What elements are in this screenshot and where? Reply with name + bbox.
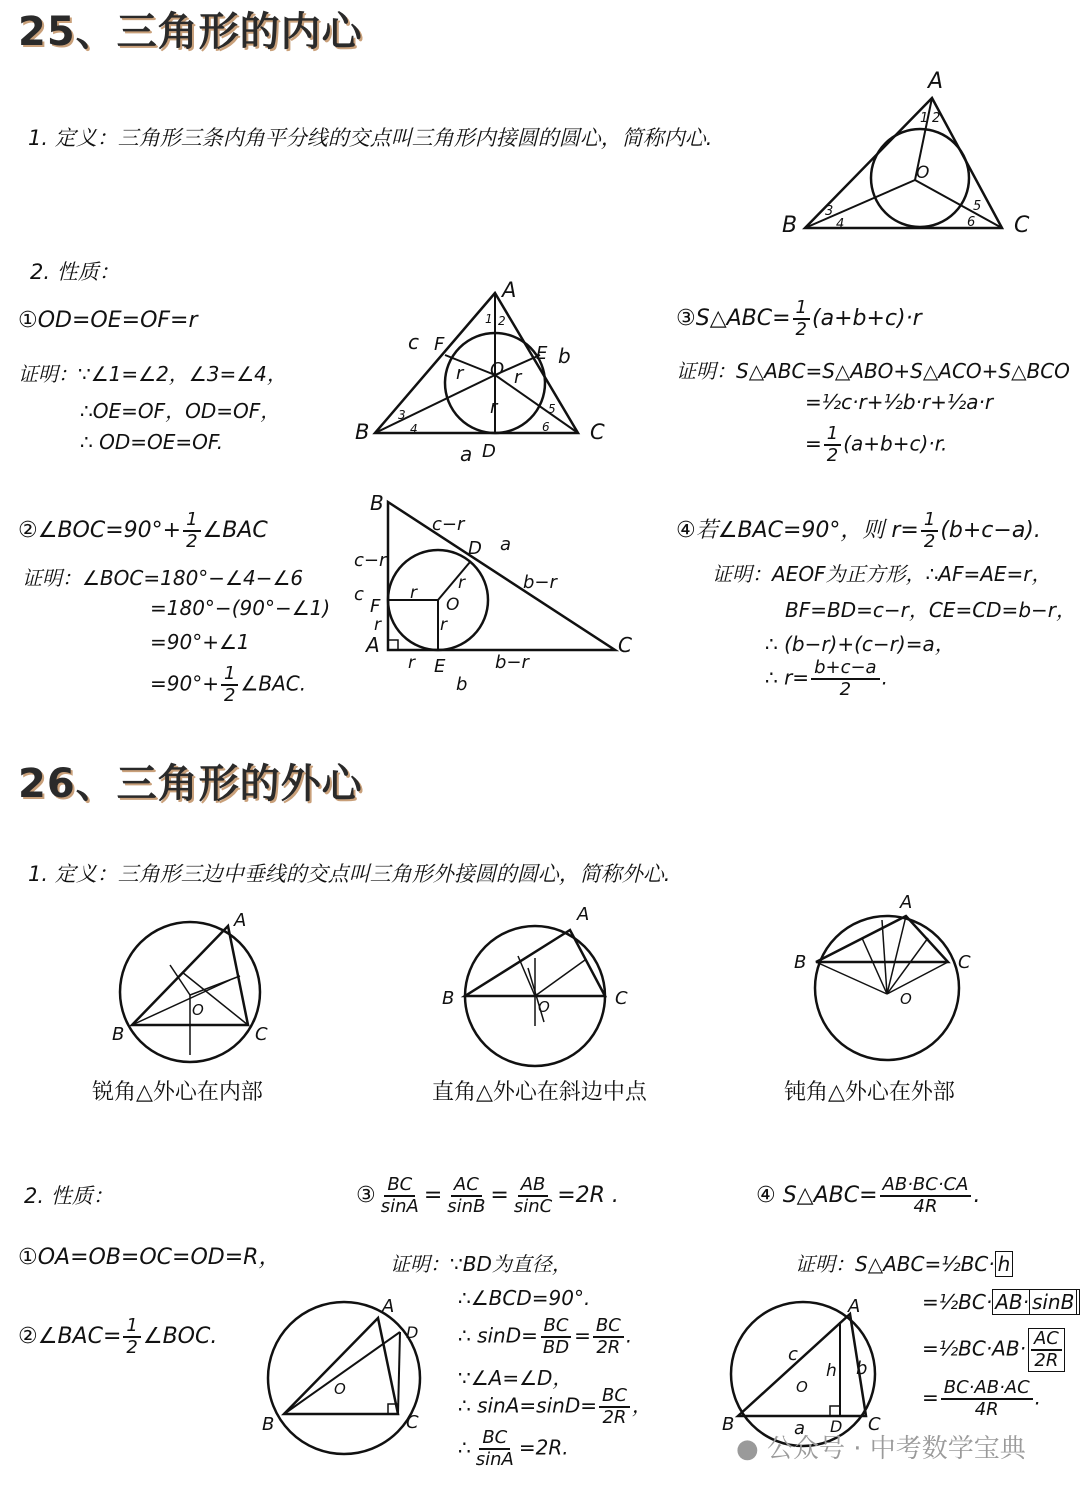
incenter-prop4-pre: ④若∠BAC=90°，则 r= bbox=[676, 518, 919, 543]
obtuse-label-O: O bbox=[900, 990, 912, 1008]
circ-prop3-f3 bbox=[511, 1175, 555, 1217]
l6-d: sinA bbox=[475, 1449, 514, 1470]
prop3-l3-frac bbox=[824, 424, 841, 466]
fig-top-n4: 4 bbox=[836, 217, 845, 232]
l4-post: . bbox=[1034, 1385, 1042, 1410]
fig-mid-label-c: c bbox=[408, 330, 419, 354]
f1-num: BC bbox=[384, 1175, 415, 1197]
fig-mid-label-D: D bbox=[482, 441, 496, 462]
half-den: 2 bbox=[923, 531, 936, 552]
l3-n1: BC bbox=[541, 1316, 572, 1338]
prop1-proof-l2: ∴OE=OF，OD=OF， bbox=[80, 399, 281, 423]
prop2-proof-l3: =90°+∠1 bbox=[150, 630, 250, 654]
prop2-proof-l4-post: ∠BAC. bbox=[240, 671, 307, 696]
area-fig-label-h: h bbox=[826, 1361, 837, 1381]
circ-prop3-proof-label: 证明： bbox=[390, 1252, 450, 1276]
l6-post: =2R. bbox=[518, 1435, 569, 1460]
prop4-proof-l4-pre: ∴ r= bbox=[765, 665, 810, 690]
caption-obtuse: 钝角△外心在外部 bbox=[784, 1080, 955, 1105]
prop4-proof-label: 证明： bbox=[712, 562, 772, 586]
area-fig-label-C: C bbox=[868, 1414, 881, 1435]
prop2-proof-l2: =180°−(90°−∠1) bbox=[150, 596, 331, 620]
prop4-proof-l3: ∴ (b−r)+(c−r)=a， bbox=[765, 632, 955, 656]
fig-rt-label-E: E bbox=[434, 656, 446, 677]
fig-mid-n1: 1 bbox=[485, 312, 493, 326]
sine-fig-label-B: B bbox=[262, 1414, 275, 1435]
half-den: 2 bbox=[186, 531, 198, 552]
half-num: 1 bbox=[824, 424, 841, 446]
prop4-proof-l2: BF=BD=c−r，CE=CD=b−r， bbox=[785, 598, 1076, 622]
l3-d1: BD bbox=[542, 1337, 570, 1358]
prop4-den: 4R bbox=[913, 1196, 938, 1217]
prop1-proof-l3: ∴ OD=OE=OF. bbox=[80, 430, 224, 454]
fig-mid-label-b: b bbox=[558, 344, 571, 368]
circ-prop4-l4-frac bbox=[941, 1378, 1033, 1420]
prop2-proof-l1: ∠BOC=180°−∠4−∠6 bbox=[82, 566, 304, 590]
circ-prop3-post: =2R . bbox=[557, 1183, 619, 1208]
right-label-B: B bbox=[442, 988, 455, 1009]
half-num: 1 bbox=[123, 1316, 140, 1338]
half-num: 1 bbox=[793, 298, 810, 320]
area-fig-label-D: D bbox=[830, 1417, 843, 1436]
incenter-figure-middle bbox=[350, 275, 630, 475]
area-fig-label-b: b bbox=[856, 1358, 868, 1379]
fig-mid-n5: 5 bbox=[548, 402, 556, 416]
fig-top-label-A: A bbox=[928, 69, 944, 94]
circ-prop4-l3-pre: =½BC·AB· bbox=[922, 1336, 1026, 1361]
l2-box-b: sinB bbox=[1029, 1289, 1077, 1315]
sine-law-figure bbox=[258, 1290, 448, 1470]
l5-d: 2R bbox=[602, 1407, 627, 1428]
half-den: 2 bbox=[795, 319, 807, 340]
area-fig-label-B: B bbox=[722, 1414, 735, 1435]
acute-label-B: B bbox=[112, 1024, 125, 1045]
prop4-proof-l1: AEOF为正方形，∴AF=AE=r， bbox=[772, 562, 1052, 586]
f2-den: sinB bbox=[447, 1196, 486, 1217]
caption-acute: 锐角△外心在内部 bbox=[92, 1080, 263, 1105]
f1-den: sinA bbox=[380, 1196, 419, 1217]
prop2-proof-l4-pre: =90°+ bbox=[150, 671, 219, 696]
l3-n: AC bbox=[1031, 1329, 1062, 1351]
f3-num: AB bbox=[518, 1175, 549, 1197]
fig-rt-label-C: C bbox=[618, 633, 632, 657]
incenter-figure-top bbox=[770, 60, 1050, 250]
circ-prop3-l5-f bbox=[599, 1386, 630, 1428]
obtuse-label-B: B bbox=[794, 952, 807, 973]
fig-top-n5: 5 bbox=[973, 199, 982, 214]
half-num: 1 bbox=[183, 510, 200, 532]
fig-top-n6: 6 bbox=[967, 215, 976, 230]
circumcenter-prop1: ①OA=OB=OC=OD=R， bbox=[18, 1245, 281, 1270]
wechat-icon: ● bbox=[736, 1434, 759, 1464]
circ-prop3-l3-f1 bbox=[540, 1316, 572, 1358]
prop1-proof-l1: ∵∠1=∠2，∠3=∠4， bbox=[78, 362, 287, 386]
fig-mid-label-r3: r bbox=[490, 397, 498, 418]
sine-fig-label-D: D bbox=[406, 1323, 419, 1342]
fig-mid-label-F: F bbox=[434, 334, 445, 355]
incenter-right-triangle-figure bbox=[340, 480, 650, 700]
half-den: 2 bbox=[826, 445, 839, 466]
prop4-num: AB·BC·CA bbox=[880, 1175, 972, 1197]
incenter-definition: 1. 定义：三角形三条内角平分线的交点叫三角形内接圆的圆心，简称内心. bbox=[28, 126, 713, 150]
circ-prop4-l4-pre: = bbox=[922, 1385, 939, 1410]
fig-rt-label-r2: r bbox=[440, 615, 447, 635]
prop4-l4-den: 2 bbox=[839, 679, 852, 700]
right-label-A: A bbox=[577, 904, 590, 925]
l3-d2: 2R bbox=[596, 1337, 621, 1358]
fig-top-n3: 3 bbox=[825, 204, 834, 219]
circ-prop3-f1 bbox=[378, 1175, 422, 1217]
prop4-l4-num: b+c−a bbox=[811, 658, 880, 680]
circumcenter-prop2-pre: ②∠BAC= bbox=[18, 1324, 122, 1349]
area-fig-label-A: A bbox=[848, 1296, 861, 1317]
obtuse-label-A: A bbox=[900, 892, 913, 913]
area-fig-label-c: c bbox=[788, 1344, 798, 1365]
fig-top-label-C: C bbox=[1014, 213, 1030, 238]
prop3-proof-l2: =½c·r+½b·r+½a·r bbox=[805, 390, 994, 414]
fig-rt-label-br-base: b−r bbox=[495, 652, 529, 673]
area-fig-label-O: O bbox=[796, 1378, 808, 1396]
fig-mid-label-r2: r bbox=[514, 367, 522, 388]
fig-mid-label-A: A bbox=[502, 278, 517, 302]
circ-prop3-f2 bbox=[444, 1175, 488, 1217]
circ-prop3-l3-pre: ∴ sinD= bbox=[458, 1323, 538, 1348]
fig-mid-n4: 4 bbox=[410, 422, 418, 436]
prop4-half-frac bbox=[921, 510, 938, 552]
fig-rt-label-B: B bbox=[370, 491, 384, 515]
section-25-title: 25、三角形的内心 bbox=[18, 9, 363, 55]
fig-mid-label-r1: r bbox=[456, 363, 464, 384]
circ-prop3-l6-pre: ∴ bbox=[458, 1435, 471, 1460]
fig-rt-label-r3: r bbox=[458, 573, 465, 593]
fig-mid-n3: 3 bbox=[398, 408, 406, 422]
l2-box-a: AB· bbox=[995, 1290, 1029, 1314]
fig-mid-n6: 6 bbox=[542, 420, 550, 434]
half-num: 1 bbox=[221, 664, 238, 686]
circ-prop2-frac bbox=[123, 1316, 140, 1358]
l6-n: BC bbox=[479, 1428, 510, 1450]
f2-num: AC bbox=[451, 1175, 482, 1197]
circumcenter-definition: 1. 定义：三角形三边中垂线的交点叫三角形外接圆的圆心，简称外心. bbox=[28, 862, 671, 886]
prop1-proof-label: 证明： bbox=[18, 362, 78, 386]
incenter-prop4-post: (b+c−a). bbox=[940, 518, 1041, 543]
prop2-l4-frac bbox=[221, 664, 238, 706]
prop3-half-frac bbox=[793, 298, 810, 340]
circ-prop4-pre: ④ S△ABC= bbox=[756, 1183, 878, 1208]
l3-n2: BC bbox=[593, 1316, 624, 1338]
incenter-prop3-pre: ③S△ABC= bbox=[676, 306, 791, 331]
fig-rt-label-cr-left: c−r bbox=[354, 550, 387, 571]
circ-prop4-l2-box bbox=[992, 1289, 1080, 1315]
l3-d: 2R bbox=[1034, 1350, 1059, 1371]
fig-top-n1: 1 bbox=[920, 111, 929, 126]
fig-rt-label-D: D bbox=[468, 538, 482, 559]
circumcenter-prop2-post: ∠BOC. bbox=[142, 1324, 218, 1349]
f3-den: sinC bbox=[513, 1196, 553, 1217]
circ-prop3-pre: ③ bbox=[356, 1183, 376, 1208]
circ-prop3-l6-f bbox=[473, 1428, 517, 1470]
fig-rt-label-O: O bbox=[446, 595, 460, 615]
prop3-proof-l3-post: (a+b+c)·r. bbox=[843, 431, 948, 456]
circ-prop4-l1-pre: S△ABC=½BC· bbox=[855, 1252, 995, 1276]
section-26-title: 26、三角形的外心 bbox=[18, 761, 363, 807]
l5-post: ， bbox=[631, 1393, 652, 1418]
circ-prop4-l3-frac bbox=[1028, 1328, 1065, 1372]
acute-label-A: A bbox=[234, 910, 247, 931]
fig-rt-label-r4: r bbox=[374, 615, 381, 635]
circ-prop3-l1: ∵BD为直径， bbox=[450, 1252, 572, 1276]
sine-fig-label-O: O bbox=[334, 1380, 346, 1398]
area-formula-figure bbox=[718, 1292, 898, 1442]
half-num: 1 bbox=[921, 510, 938, 532]
sine-fig-label-C: C bbox=[406, 1412, 419, 1433]
prop3-proof-l3-pre: = bbox=[805, 431, 822, 456]
circ-prop3-l4: ∵∠A=∠D， bbox=[458, 1366, 573, 1390]
fig-rt-label-r5: r bbox=[408, 653, 415, 673]
incenter-prop3-post: (a+b+c)·r bbox=[812, 306, 922, 331]
circ-prop4-proof-label: 证明： bbox=[795, 1252, 855, 1276]
circ-prop3-l2: ∴∠BCD=90°. bbox=[458, 1286, 591, 1310]
area-fig-label-a: a bbox=[794, 1418, 806, 1439]
acute-label-C: C bbox=[255, 1024, 268, 1045]
fig-top-label-B: B bbox=[782, 213, 798, 238]
fig-mid-label-O: O bbox=[490, 359, 505, 380]
circumcenter-properties-heading: 2. 性质： bbox=[24, 1184, 114, 1208]
fig-rt-label-c: c bbox=[354, 584, 364, 605]
obtuse-label-C: C bbox=[958, 952, 971, 973]
acute-label-O: O bbox=[192, 1001, 204, 1019]
fig-rt-label-F: F bbox=[370, 596, 381, 617]
prop3-proof-label: 证明： bbox=[676, 359, 736, 383]
fig-mid-label-B: B bbox=[355, 420, 370, 444]
fig-rt-label-cr-top: c−r bbox=[432, 514, 465, 535]
prop4-proof-l4-post: . bbox=[881, 665, 888, 690]
right-label-O: O bbox=[538, 998, 550, 1016]
l3-post: . bbox=[625, 1323, 633, 1348]
prop3-proof-l1: S△ABC=S△ABO+S△ACO+S△BCO bbox=[736, 359, 1070, 383]
incenter-prop2-post: ∠BAC bbox=[202, 518, 268, 543]
circ-prop4-l1-box: h bbox=[995, 1251, 1014, 1277]
obtuse-circumcenter-figure bbox=[790, 890, 990, 1070]
fig-top-n2: 2 bbox=[932, 111, 941, 126]
fig-rt-label-r1: r bbox=[410, 583, 417, 603]
fig-mid-label-E: E bbox=[536, 343, 548, 364]
watermark-text: 公众号 · 中考数学宝典 bbox=[766, 1434, 1026, 1464]
circ-prop4-l2-pre: =½BC· bbox=[922, 1290, 993, 1314]
prop2-half-frac bbox=[183, 510, 200, 552]
incenter-properties-heading: 2. 性质： bbox=[30, 260, 120, 284]
circ-prop3-l3-f2 bbox=[593, 1316, 624, 1358]
acute-circumcenter-figure bbox=[110, 900, 290, 1080]
fig-mid-n2: 2 bbox=[498, 314, 506, 328]
circ-prop3-l5-pre: ∴ sinA=sinD= bbox=[458, 1393, 597, 1418]
fig-rt-label-a: a bbox=[500, 534, 512, 555]
l4-n: BC·AB·AC bbox=[941, 1378, 1033, 1400]
incenter-prop1: ①OD=OE=OF=r bbox=[18, 308, 198, 333]
fig-top-label-O: O bbox=[916, 163, 930, 183]
fig-rt-label-A: A bbox=[366, 633, 380, 657]
fig-mid-label-a: a bbox=[460, 442, 473, 466]
circ-prop4-frac bbox=[880, 1175, 972, 1217]
prop2-proof-label: 证明： bbox=[22, 566, 82, 590]
half-den: 2 bbox=[223, 685, 236, 706]
caption-right: 直角△外心在斜边中点 bbox=[432, 1080, 647, 1105]
sine-fig-label-A: A bbox=[382, 1296, 395, 1317]
prop4-l4-frac bbox=[811, 658, 880, 700]
circ-prop4-post: . bbox=[973, 1183, 981, 1208]
fig-rt-label-br-hyp: b−r bbox=[523, 572, 557, 593]
l4-d: 4R bbox=[974, 1399, 999, 1420]
fig-rt-label-b: b bbox=[456, 674, 468, 695]
incenter-prop2-pre: ②∠BOC=90°+ bbox=[18, 518, 182, 543]
l5-n: BC bbox=[599, 1386, 630, 1408]
right-circumcenter-figure bbox=[440, 898, 640, 1078]
right-label-C: C bbox=[615, 988, 628, 1009]
half-den: 2 bbox=[126, 1337, 138, 1358]
fig-mid-label-C: C bbox=[590, 420, 605, 444]
